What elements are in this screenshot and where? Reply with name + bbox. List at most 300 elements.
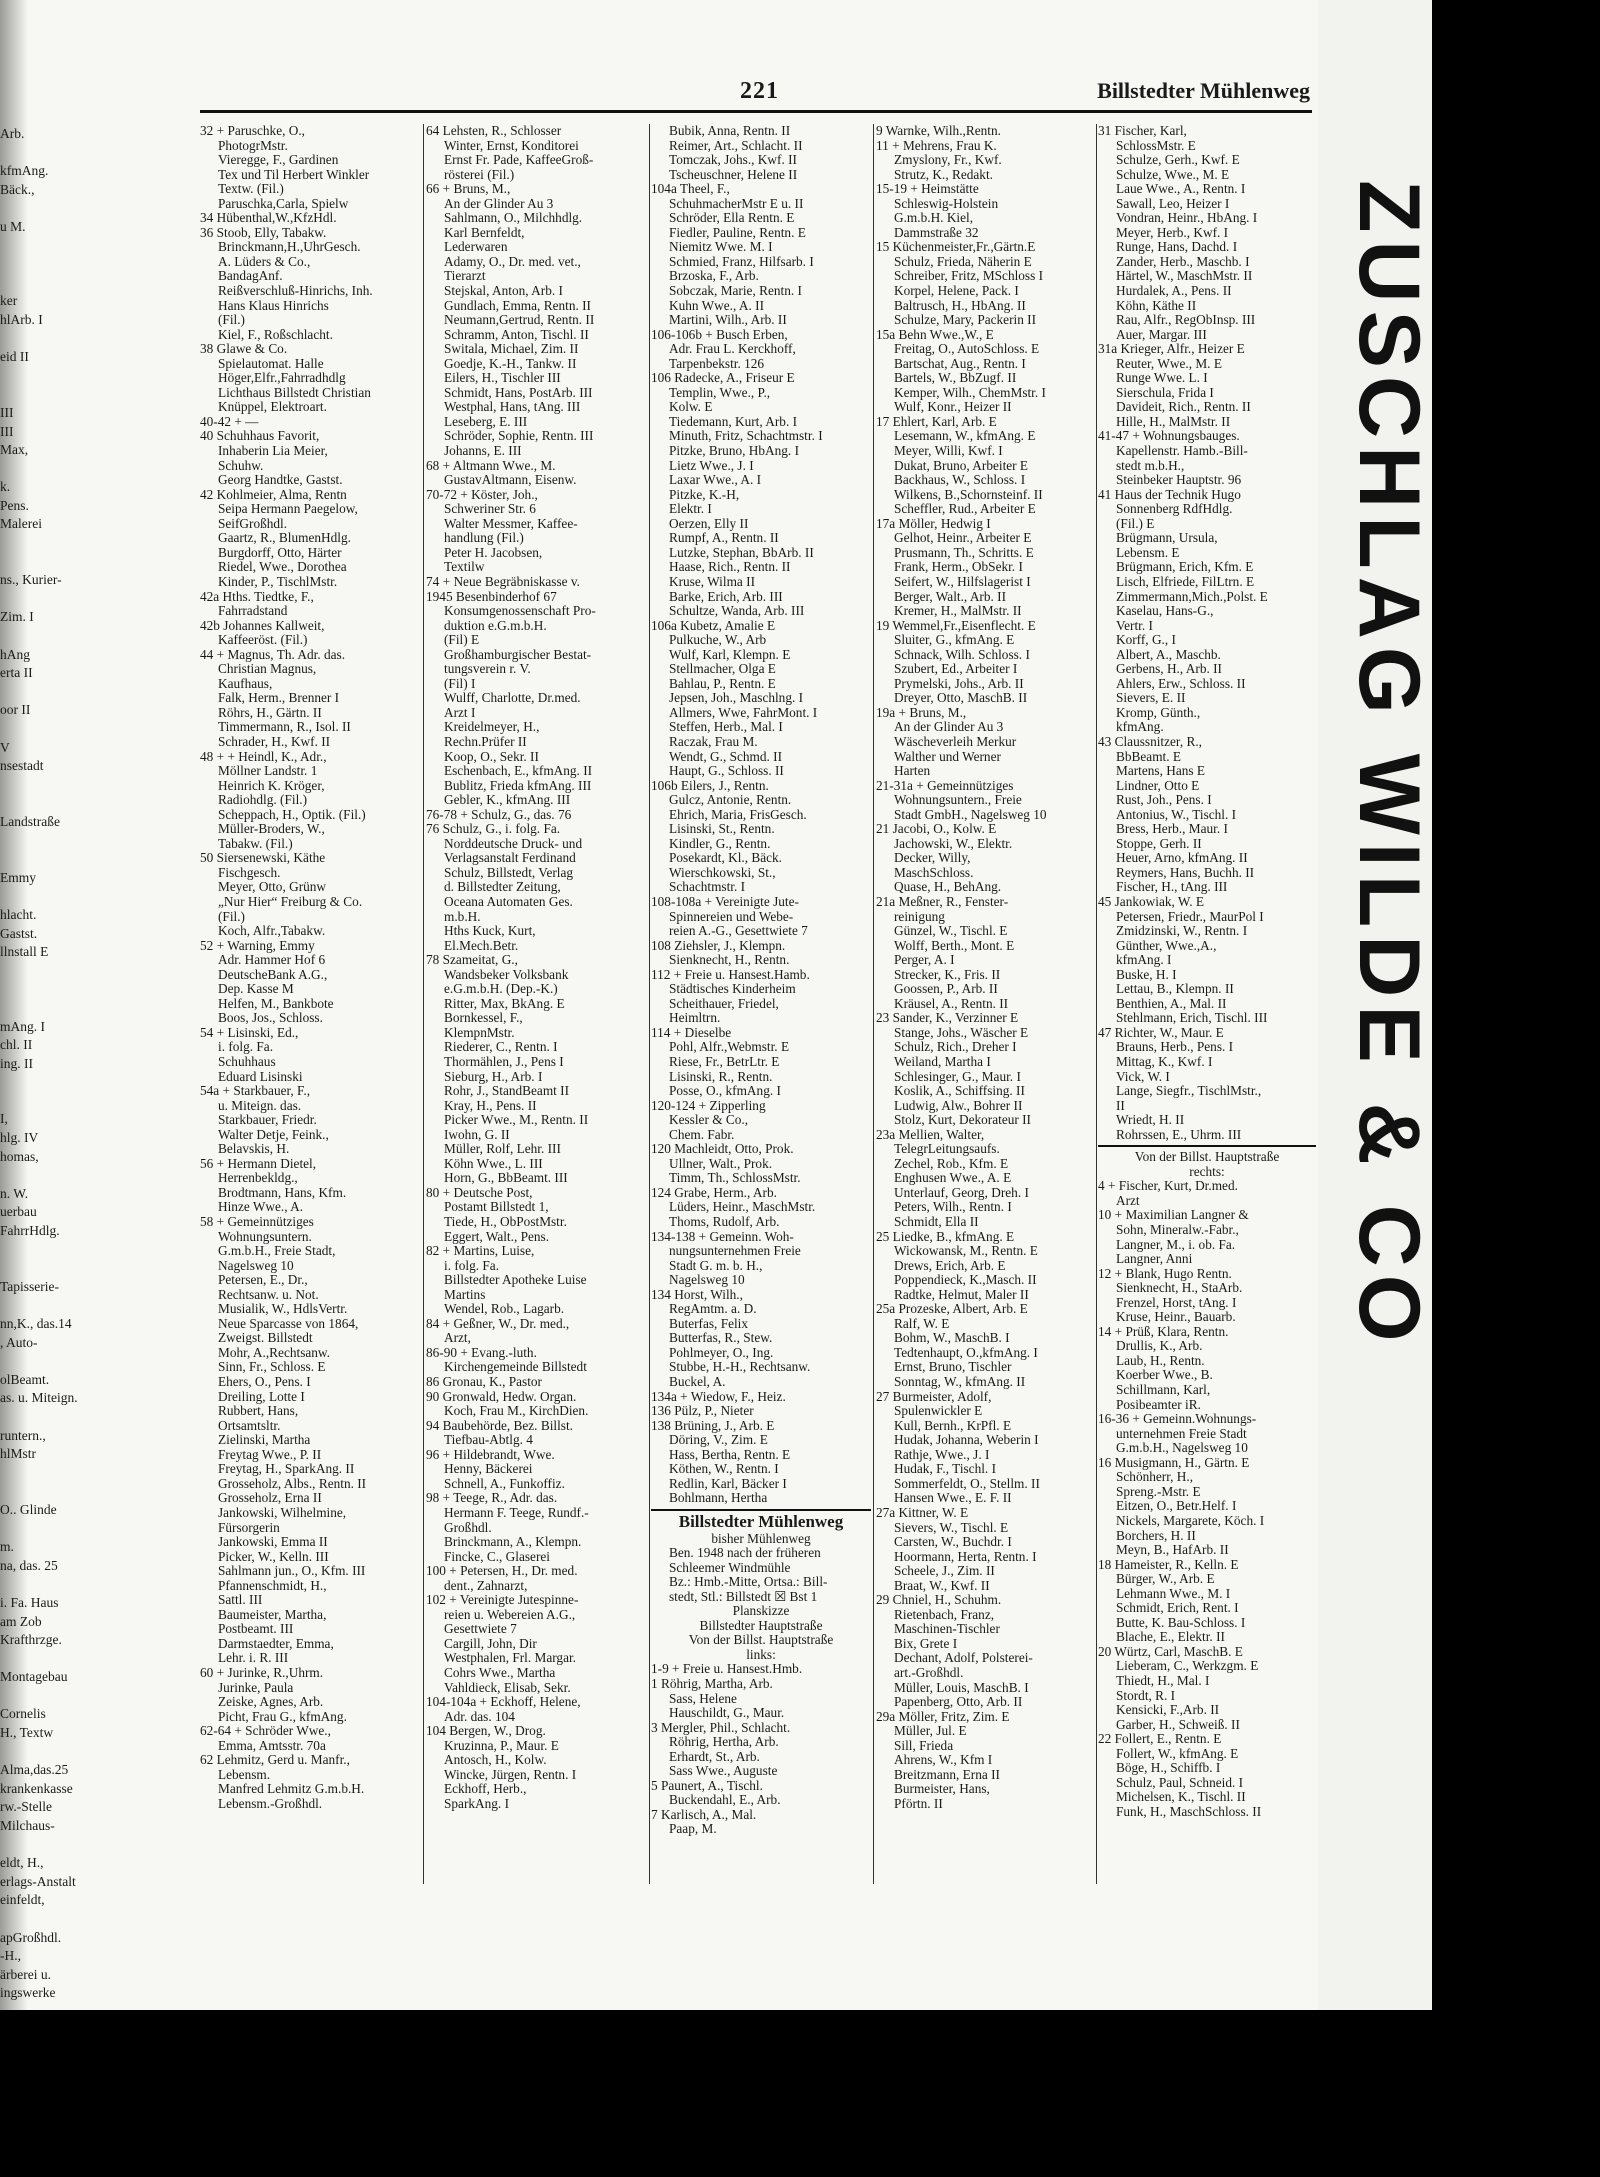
fragment-line: Malerei: [0, 516, 42, 532]
fragment-line: [0, 1408, 130, 1427]
entry-line: 36 Stoob, Elly, Tabakw.: [200, 224, 327, 240]
facing-page-fragments: [0, 125, 130, 2001]
entry-line: Bahlau, P., Rentn. E: [669, 675, 776, 691]
entry-line: Wierschkowski, St.,: [669, 864, 776, 880]
entry-line: 47 Richter, W., Maur. E: [1098, 1024, 1224, 1040]
entry-line: Tomczak, Johs., Kwf. II: [669, 152, 797, 168]
entry-line: 40-42 + —: [200, 413, 259, 429]
entry-line: Fischgesch.: [218, 864, 281, 880]
entry-line: DeutscheBank A.G.,: [218, 966, 328, 982]
entry-line: Köhn, Käthe II: [1116, 297, 1197, 313]
entry-line: Petersen, Friedr., MaurPol I: [1116, 908, 1264, 924]
entry-line: Tiede, H., ObPostMstr.: [444, 1214, 567, 1230]
entry-line: Stejskal, Anton, Arb. I: [444, 283, 563, 299]
entry-line: 32 + Paruschke, O.,: [200, 123, 305, 138]
entry-line: Vondran, Heinr., HbAng. I: [1116, 210, 1258, 226]
fragment-line: Milchaus-: [0, 1818, 55, 1834]
centered-note: rechts:: [1189, 1163, 1225, 1179]
entry-line: Jepsen, Joh., Maschlng. I: [669, 690, 804, 706]
entry-line: Lange, Siegfr., TischlMstr.,: [1116, 1083, 1262, 1099]
entry-line: Rohr, J., StandBeamt II: [444, 1083, 570, 1099]
entry-line: Gelhot, Heinr., Arbeiter E: [894, 530, 1032, 546]
entry-line: Kensicki, F.,Arb. II: [1116, 1702, 1220, 1718]
entry-line: Lichthaus Billstedt Christian: [218, 384, 371, 400]
entry-line: Ralf, W. E: [894, 1315, 950, 1331]
entry-line: Decker, Willy,: [894, 850, 971, 866]
entry-line: SeifGroßhdl.: [218, 515, 288, 531]
entry-line: 104-104a + Eckhoff, Helene,: [426, 1694, 581, 1710]
entry-line: Schulze, Gerh., Kwf. E: [1116, 152, 1240, 168]
entry-line: Wulf, Karl, Klempn. E: [669, 646, 791, 662]
fragment-line: m.: [0, 1539, 14, 1555]
entry-line: Hths Kuck, Kurt,: [444, 923, 536, 939]
entry-line: Schröder, Sophie, Rentn. III: [444, 428, 594, 444]
entry-line: Picker, W., Kelln. III: [218, 1548, 329, 1564]
entry-line: 44 + Magnus, Th. Adr. das.: [200, 646, 346, 662]
entry-line: i. folg. Fa.: [218, 1039, 274, 1055]
entry-line: Quase, H., BehAng.: [894, 879, 1002, 895]
entry-line: 134a + Wiedow, F., Heiz.: [651, 1388, 786, 1404]
entry-line: Hinze Wwe., A.: [218, 1199, 304, 1215]
fragment-line: ker: [0, 293, 18, 309]
entry-line: Vieregge, F., Gardinen: [218, 152, 339, 168]
entry-line: Stadt GmbH., Nagelsweg 10: [894, 806, 1047, 822]
entry-line: Kruse, Heinr., Bauarb.: [1116, 1309, 1236, 1325]
entry-line: 15 Küchenmeister,Fr.,Gärtn.E: [876, 239, 1036, 255]
entry-line: Dreyer, Otto, MaschB. II: [894, 690, 1028, 706]
fragment-line: ns., Kurier-: [0, 572, 62, 588]
entry-line: Hille, H., MalMstr. II: [1116, 413, 1231, 429]
entry-line: Böge, H., Schiffb. I: [1116, 1760, 1221, 1776]
entry-line: Spulenwickler E: [894, 1403, 983, 1419]
entry-line: Rumpf, A., Rentn. II: [669, 530, 779, 546]
book-edge-strip: [1318, 0, 1437, 2010]
entry-line: Eilers, H., Tischler III: [444, 370, 561, 386]
entry-line: Vertr. I: [1116, 617, 1153, 633]
entry-line: 17 Ehlert, Karl, Arb. E: [876, 413, 997, 429]
entry-line: Tscheuschner, Helene II: [669, 166, 798, 182]
entry-line: Vick, W. I: [1116, 1068, 1170, 1084]
entry-line: 10 + Maximilian Langner &: [1098, 1207, 1249, 1223]
entry-line: Eschenbach, E., kfmAng. II: [444, 763, 593, 779]
entry-line: Wohnungsuntern.: [218, 1228, 312, 1244]
entry-line: Maschinen-Tischler: [894, 1621, 1000, 1637]
fragment-line: na, das. 25: [0, 1557, 58, 1573]
entry-line: Drews, Erich, Arb. E: [894, 1257, 1006, 1273]
entry-line: (Fil) E: [444, 632, 480, 648]
entry-line: Gebler, K., kfmAng. III: [444, 792, 571, 808]
entry-line: Wulff, Charlotte, Dr.med.: [444, 690, 581, 706]
entry-line: Kull, Bernh., KrPfl. E: [894, 1417, 1012, 1433]
entry-line: Templin, Wwe., P.,: [669, 384, 771, 400]
entry-line: Cargill, John, Dir: [444, 1635, 537, 1651]
entry-line: 48 + + Heindl, K., Adr.,: [200, 748, 327, 764]
entry-line: Westphalen, Frl. Margar.: [444, 1650, 576, 1666]
fragment-line: eid II: [0, 349, 29, 365]
entry-line: Manfred Lehmitz G.m.b.H.: [218, 1781, 365, 1797]
entry-line: Wandsbeker Volksbank: [444, 966, 569, 982]
entry-line: Müller, Louis, MaschB. I: [894, 1679, 1029, 1695]
entry-line: Papenberg, Otto, Arb. II: [894, 1694, 1023, 1710]
entry-line: Hermann F. Teege, Rundf.-: [444, 1504, 589, 1520]
entry-line: 21 Jacobi, O., Kolw. E: [876, 821, 997, 837]
entry-line: Brauns, Herb., Pens. I: [1116, 1039, 1234, 1055]
entry-line: Korpel, Helene, Pack. I: [894, 283, 1019, 299]
entry-line: reien u. Webereien A.G.,: [444, 1606, 576, 1622]
entry-line: 86-90 + Evang.-luth.: [426, 1344, 537, 1360]
entry-line: Martini, Wilh., Arb. II: [669, 312, 787, 328]
entry-line: Reißverschluß-Hinrichs, Inh.: [218, 283, 373, 299]
entry-line: reinigung: [894, 908, 945, 924]
entry-line: Lebensm. E: [1116, 544, 1180, 560]
entry-line: 98 + Teege, R., Adr. das.: [426, 1490, 558, 1506]
entry-line: Lisch, Elfriede, FilLtrn. E: [1116, 573, 1255, 589]
entry-line: Kirchengemeinde Billstedt: [444, 1359, 587, 1375]
entry-line: 66 + Bruns, M.,: [426, 181, 511, 197]
entry-line: Auer, Margar. III: [1116, 326, 1207, 342]
fragment-line: [0, 832, 130, 851]
entry-line: 12 + Blank, Hugo Rentn.: [1098, 1265, 1232, 1281]
entry-line: Strecker, K., Fris. II: [894, 966, 1001, 982]
entry-line: Emma, Amtsstr. 70a: [218, 1737, 326, 1753]
entry-line: Peter H. Jacobsen,: [444, 544, 543, 560]
entry-line: Schmied, Franz, Hilfsarb. I: [669, 253, 814, 269]
fragment-line: [0, 1482, 130, 1501]
fragment-line: [0, 980, 130, 999]
entry-line: 41 Haus der Technik Hugo: [1098, 486, 1241, 502]
fragment-line: [0, 627, 130, 646]
entry-line: Sinn, Fr., Schloss. E: [218, 1359, 326, 1375]
entry-line: Petersen, E., Dr.,: [218, 1272, 308, 1288]
entry-line: Switala, Michael, Zim. II: [444, 341, 579, 357]
entry-line: 42 Kohlmeier, Alma, Rentn: [200, 486, 347, 502]
entry-line: 54 + Lisinski, Ed.,: [200, 1024, 299, 1040]
entry-line: Hans Klaus Hinrichs: [218, 297, 329, 313]
entry-line: Lutzke, Stephan, BbArb. II: [669, 544, 814, 560]
entry-line: Kaufhaus,: [218, 675, 273, 691]
fragment-line: [0, 237, 130, 256]
entry-line: Pohl, Alfr.,Webmstr. E: [669, 1039, 790, 1055]
entry-line: Bohm, W., MaschB. I: [894, 1330, 1010, 1346]
entry-line: Textilw: [444, 559, 485, 575]
entry-line: 16-36 + Gemeinn.Wohnungs-: [1098, 1411, 1257, 1427]
entry-line: An der Glinder Au 3: [444, 195, 554, 211]
entry-line: Zeiske, Agnes, Arb.: [218, 1694, 324, 1710]
entry-line: Haase, Rich., Rentn. II: [669, 559, 791, 575]
entry-line: El.Mech.Betr.: [444, 937, 519, 953]
entry-line: Kemper, Wilh., ChemMstr. I: [894, 384, 1046, 400]
fragment-line: [0, 999, 130, 1018]
entry-line: Ernst, Bruno, Tischler: [894, 1359, 1012, 1375]
entry-line: Boos, Jos., Schloss.: [218, 1010, 323, 1026]
entry-line: Stolz, Kurt, Dekorateur II: [894, 1112, 1031, 1128]
entry-line: Eckhoff, Herb.,: [444, 1781, 527, 1797]
entry-line: BbBeamt. E: [1116, 748, 1181, 764]
entry-line: Szubert, Ed., Arbeiter I: [894, 661, 1018, 677]
entry-line: KlempnMstr.: [444, 1024, 515, 1040]
entry-line: 27 Burmeister, Adolf,: [876, 1388, 992, 1404]
entry-line: Elektr. I: [669, 501, 712, 517]
entry-line: 74 + Neue Begräbniskasse v.: [426, 573, 580, 589]
entry-line: Großhdl.: [444, 1519, 492, 1535]
entry-line: Posse, O., kfmAng. I: [669, 1083, 781, 1099]
entry-line: 9 Warnke, Wilh.,Rentn.: [876, 123, 1001, 138]
entry-line: Großhamburgischer Bestat-: [444, 646, 592, 662]
entry-line: art.-Großhdl.: [894, 1664, 964, 1680]
entry-line: Koch, Frau M., KirchDien.: [444, 1403, 589, 1419]
entry-line: Lehr. i. R. III: [218, 1650, 289, 1666]
fragment-line: [0, 274, 130, 293]
entry-line: Zander, Herb., Maschb. I: [1116, 253, 1250, 269]
entry-line: 80 + Deutsche Post,: [426, 1184, 533, 1200]
entry-line: Spreng.-Mstr. E: [1116, 1483, 1201, 1499]
entry-line: Rechn.Prüfer II: [444, 733, 527, 749]
entry-line: Härtel, W., MaschMstr. II: [1116, 268, 1253, 284]
entry-line: 106-106b + Busch Erben,: [651, 326, 788, 342]
entry-line: Knüppel, Elektroart.: [218, 399, 327, 415]
entry-line: Pulkuche, W., Arb: [669, 632, 767, 648]
entry-line: Minuth, Fritz, Schachtmstr. I: [669, 428, 823, 444]
entry-line: Rietenbach, Franz,: [894, 1606, 995, 1622]
entry-line: 16 Musigmann, H., Gärtn. E: [1098, 1454, 1250, 1470]
entry-line: Zweigst. Billstedt: [218, 1330, 313, 1346]
entry-line: Meyn, B., HafArb. II: [1116, 1542, 1229, 1558]
entry-line: Buckel, A.: [669, 1374, 726, 1390]
entry-line: Eitzen, O., Betr.Helf. I: [1116, 1498, 1237, 1514]
fragment-line: I,: [0, 1111, 8, 1127]
entry-line: Borchers, H. II: [1116, 1527, 1196, 1543]
entry-line: Stubbe, H.-H., Rechtsanw.: [669, 1359, 811, 1375]
entry-line: Freitag, O., AutoSchloss. E: [894, 341, 1040, 357]
entry-line: Hansen Wwe., E. F. II: [894, 1490, 1012, 1506]
entry-line: Schmidt, Hans, PostArb. III: [444, 384, 593, 400]
page-header: [200, 70, 1310, 110]
entry-line: Kindler, G., Rentn.: [669, 835, 771, 851]
entry-line: Sierschula, Frida I: [1116, 384, 1214, 400]
entry-line: Martens, Hans E: [1116, 763, 1205, 779]
entry-line: Paruschka,Carla, Spielw: [218, 195, 349, 211]
entry-line: 68 + Altmann Wwe., M.: [426, 457, 556, 473]
entry-line: i. folg. Fa.: [444, 1257, 500, 1273]
entry-line: 40 Schuhhaus Favorit,: [200, 428, 320, 444]
entry-line: Ehrich, Maria, FrisGesch.: [669, 806, 807, 822]
entry-line: 104 Bergen, W., Drog.: [426, 1723, 546, 1739]
column-4: [876, 124, 1094, 1914]
entry-line: TelegrLeitungsaufs.: [894, 1141, 1000, 1157]
entry-line: Sonnenberg RdfHdlg.: [1116, 501, 1233, 517]
entry-line: stedt m.b.H.,: [1116, 457, 1185, 473]
entry-line: 31a Krieger, Alfr., Heizer E: [1098, 341, 1245, 357]
entry-line: Erhardt, St., Arb.: [669, 1748, 760, 1764]
entry-line: Riedel, Wwe., Dorothea: [218, 559, 347, 575]
entry-line: tungsverein r. V.: [444, 661, 531, 677]
entry-line: Goedje, K.-H., Tankw. II: [444, 355, 577, 371]
entry-line: Sievers, W., Tischl. E: [894, 1519, 1009, 1535]
entry-line: Iwohn, G. II: [444, 1126, 510, 1142]
entry-line: Städtisches Kinderheim: [669, 981, 796, 997]
entry-line: Langner, Anni: [1116, 1251, 1193, 1267]
entry-line: Adamy, O., Dr. med. vet.,: [444, 253, 581, 269]
entry-line: Backhaus, W., Schloss. I: [894, 472, 1026, 488]
entry-line: Ehers, O., Pens. I: [218, 1374, 311, 1390]
fragment-line: hlacht.: [0, 906, 37, 922]
entry-line: Verlagsanstalt Ferdinand: [444, 850, 576, 866]
entry-line: Fincke, C., Glaserei: [444, 1548, 550, 1564]
fragment-line: [0, 1687, 130, 1706]
entry-line: Meyer, Willi, Kwf. I: [894, 443, 1003, 459]
entry-line: Scheele, J., Zim. II: [894, 1563, 995, 1579]
fragment-line: llnstall E: [0, 944, 49, 960]
entry-line: Runge, Hans, Dachd. I: [1116, 239, 1238, 255]
entry-line: Rechtsanw. u. Not.: [218, 1286, 319, 1302]
entry-line: Wickowansk, M., Rentn. E: [894, 1243, 1038, 1259]
entry-line: Kromp, Günth.,: [1116, 704, 1201, 720]
entry-line: Haupt, G., Schloss. II: [669, 763, 784, 779]
entry-line: Bornkessel, F.,: [444, 1010, 523, 1026]
fragment-line: [0, 199, 130, 218]
entry-line: Stellmacher, Olga E: [669, 661, 776, 677]
entry-line: Ernst Fr. Pade, KaffeeGroß-: [444, 152, 594, 168]
fragment-line: uerbau: [0, 1204, 37, 1220]
entry-line: 31 Fischer, Karl,: [1098, 123, 1187, 138]
fragment-line: Bäck.,: [0, 181, 35, 197]
entry-line: Bublitz, Frieda kfmAng. III: [444, 777, 592, 793]
entry-line: Schultze, Wanda, Arb. III: [669, 603, 805, 619]
fragment-line: hlArb. I: [0, 311, 43, 327]
entry-line: 22 Follert, E., Rentn. E: [1098, 1731, 1222, 1747]
entry-line: Wriedt, H. II: [1116, 1112, 1185, 1128]
entry-line: 76 Schulz, G., i. folg. Fa.: [426, 821, 561, 837]
entry-line: Pitzke, Bruno, HbAng. I: [669, 443, 800, 459]
entry-line: Pitzke, K.-H,: [669, 486, 740, 502]
entry-line: Arzt: [1116, 1192, 1140, 1208]
entry-line: Koerber Wwe., B.: [1116, 1367, 1213, 1383]
fragment-line: , Auto-: [0, 1334, 38, 1350]
entry-line: Darmstaedter, Emma,: [218, 1635, 334, 1651]
entry-line: Röhrig, Hertha, Arb.: [669, 1734, 779, 1750]
entry-line: kfmAng. I: [1116, 952, 1172, 968]
entry-line: Spielautomat. Halle: [218, 355, 324, 371]
entry-line: 5 Paunert, A., Tischl.: [651, 1777, 763, 1793]
entry-line: 25a Prozeske, Albert, Arb. E: [876, 1301, 1028, 1317]
entry-line: Freytag, H., SparkAng. II: [218, 1461, 355, 1477]
entry-line: Schulz, Billstedt, Verlag: [444, 864, 574, 880]
entry-line: Lehmann Wwe., M. I: [1116, 1585, 1231, 1601]
fragment-line: -H.,: [0, 1948, 21, 1964]
entry-line: Belavskis, H.: [218, 1141, 290, 1157]
entry-line: 120 Machleidt, Otto, Prok.: [651, 1141, 794, 1157]
entry-line: Albert, A., Maschb.: [1116, 646, 1221, 662]
entry-line: Laxar Wwe., A. I: [669, 472, 762, 488]
entry-line: Mittag, K., Kwf. I: [1116, 1054, 1213, 1069]
entry-line: Müller-Broders, W.,: [218, 821, 325, 837]
entry-line: Schleemer Windmühle: [669, 1559, 791, 1575]
fragment-line: Arb.: [0, 126, 25, 141]
entry-line: Burgdorff, Otto, Härter: [218, 544, 342, 560]
entry-line: 45 Jankowiak, W. E: [1098, 893, 1204, 909]
entry-line: Schrader, H., Kwf. II: [218, 733, 331, 749]
entry-line: Seipa Hermann Paegelow,: [218, 501, 358, 517]
entry-line: 29a Möller, Fritz, Zim. E: [876, 1708, 1010, 1724]
entry-line: (Fil.): [218, 908, 245, 924]
entry-line: Gesettwiete 7: [444, 1621, 517, 1637]
entry-line: Ahlers, Erw., Schloss. II: [1116, 675, 1246, 691]
entry-line: Tiedemann, Kurt, Arb. I: [669, 413, 798, 429]
entry-line: Martins: [444, 1286, 486, 1302]
entry-line: (Fil.): [218, 312, 245, 328]
entry-line: Thiedt, H., Mal. I: [1116, 1672, 1210, 1688]
entry-line: G.m.b.H., Nagelsweg 10: [1116, 1440, 1248, 1456]
entry-line: Lebensm.-Großhdl.: [218, 1795, 323, 1811]
entry-line: Wolff, Berth., Mont. E: [894, 937, 1015, 953]
entry-line: Oceana Automaten Ges.: [444, 893, 573, 909]
entry-line: Lebensm.: [218, 1766, 271, 1782]
scan-background: [0, 2010, 1600, 2177]
entry-line: Starkbauer, Friedr.: [218, 1112, 317, 1128]
entry-line: Wohnungsuntern., Freie: [894, 792, 1022, 808]
fragment-line: k.: [0, 479, 11, 495]
entry-line: Heinrich K. Kröger,: [218, 777, 325, 793]
entry-line: Schmidt, Erich, Rent. I: [1116, 1600, 1239, 1616]
entry-line: Seifert, W., Hilfslagerist I: [894, 573, 1031, 589]
entry-line: Kremer, H., MalMstr. II: [894, 603, 1022, 619]
entry-line: Neumann,Gertrud, Rentn. II: [444, 312, 595, 328]
entry-line: Schulz, Rich., Dreher I: [894, 1039, 1017, 1055]
entry-line: Zechel, Rob., Kfm. E: [894, 1155, 1009, 1171]
fragment-line: [0, 720, 130, 739]
entry-line: Funk, H., MaschSchloss. II: [1116, 1803, 1262, 1819]
entry-line: Chem. Fabr.: [669, 1126, 735, 1142]
entry-line: Blache, E., Elektr. II: [1116, 1629, 1225, 1645]
entry-line: Perger, A. I: [894, 952, 955, 968]
fragment-line: [0, 1575, 130, 1594]
fragment-line: i. Fa. Haus: [0, 1594, 59, 1610]
entry-line: Henny, Bäckerei: [444, 1461, 533, 1477]
entry-line: Hass, Bertha, Rentn. E: [669, 1446, 791, 1462]
entry-line: Bohlmann, Hertha: [669, 1490, 768, 1506]
entry-line: Thoms, Rudolf, Arb.: [669, 1214, 780, 1230]
entry-line: Koslik, A., Schiffsing. II: [894, 1083, 1025, 1099]
entry-line: Pohlmeyer, O., Ing.: [669, 1344, 774, 1360]
entry-line: RegAmtm. a. D.: [669, 1301, 757, 1317]
entry-line: Postamt Billstedt 1,: [444, 1199, 549, 1215]
entry-line: Dechant, Adolf, Polsterei-: [894, 1650, 1033, 1666]
entry-line: Heimltrn.: [669, 1010, 721, 1026]
entry-line: Korff, G., I: [1116, 632, 1176, 648]
entry-line: Falk, Herm., Brenner I: [218, 690, 340, 706]
entry-line: Runge Wwe. L. I: [1116, 370, 1208, 386]
fragment-line: krankenkasse: [0, 1780, 73, 1796]
entry-line: Tierarzt: [444, 268, 486, 284]
entry-line: GustavAltmann, Eisenw.: [444, 472, 577, 488]
centered-note: links:: [746, 1646, 776, 1662]
fragment-line: olBeamt.: [0, 1371, 50, 1387]
fragment-line: III: [0, 423, 14, 439]
entry-line: Kapellenstr. Hamb.-Bill-: [1116, 443, 1248, 459]
entry-line: Zmyslony, Fr., Kwf.: [894, 152, 1002, 168]
entry-line: Unterlauf, Georg, Dreh. I: [894, 1184, 1029, 1200]
entry-line: Strutz, K., Redakt.: [894, 166, 993, 182]
entry-line: Bress, Herb., Maur. I: [1116, 821, 1228, 837]
entry-line: Posibeamter iR.: [1116, 1396, 1201, 1412]
entry-line: Hudak, F., Tischl. I: [894, 1461, 997, 1477]
entry-line: Stehlmann, Erich, Tischl. III: [1116, 1010, 1268, 1026]
entry-line: Zimmermann,Mich.,Polst. E: [1116, 588, 1268, 604]
fragment-line: Montagebau: [0, 1669, 68, 1685]
entry-line: Brodtmann, Hans, Kfm.: [218, 1184, 347, 1200]
entry-line: 62 Lehmitz, Gerd u. Manfr.,: [200, 1752, 350, 1768]
entry-line: 27a Kittner, W. E: [876, 1504, 969, 1520]
